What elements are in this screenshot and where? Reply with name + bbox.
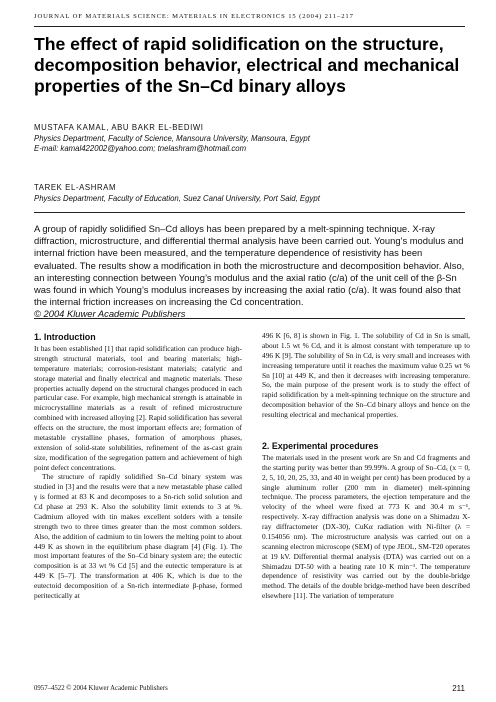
author-block-2 bbox=[34, 183, 320, 204]
paragraph: The materials used in the present work are Sn and Cd fragments and the starting purity was better than 99.99%. A group of Sn–Cdₓ (x = 0, 2, 5, 10, 20, 25, 33, and 40 in weight per cent) has been produced by a single aluminum roller (200 mm in diameter) melt-spinning technique. The process parameters, the ejection temperature and the velocity of the wheel were fixed at 773 K and 30.4 m s⁻¹, respectively. X-ray diffraction analysis was done on a Shimadzu X-ray diffractometer (DX-30), CuKα radiation with Ni-filter (λ = 0.154056 nm). The microstructure analysis was carried out on a scanning electron microscope (SEM) of type JEOL, SM-T20 operates at 19 kV. Differential thermal analysis (DTA) was carried out on a Shimadzu DT-50 with a heating rate 10 K min⁻¹. The temperature dependence of resistivity was carried out by the double-bridge method. The details of the double bridge-method have been described elsewhere [11]. The variation of temperature bbox=[262, 452, 470, 601]
section-spacer bbox=[262, 420, 470, 440]
paragraph: It has been established [1] that rapid solidification can produce high-strength structural materials, tool and bearing materials; high-temperature materials; corrosion-resistant materials; catalytic and storage material and finally electrical and magnetic materials. These properties actually depend on the structural changes produced in each particular case. For example, high mechanical strength is attainable in microcrystalline materials as a result of refined microstructure combined with increased alloying [2]. Rapid solidification has several effects on the structure, the most important effects are; formation of metastable crystalline phases, formation of amorphous phases, extension of solid-state solubilities, refinement of the as-cast grain size, modification of the segregation pattern and achievement of high point defect concentrations. bbox=[34, 344, 242, 472]
column-right bbox=[262, 331, 470, 601]
section-heading: 2. Experimental procedures bbox=[262, 440, 379, 451]
abstract bbox=[34, 223, 465, 321]
running-head: JOURNAL OF MATERIALS SCIENCE: MATERIALS IN ELECTRONICS 15 (2004) 211–217 bbox=[34, 13, 354, 20]
copyright-notice: © 2004 Kluwer Academic Publishers bbox=[34, 308, 186, 320]
header-rule bbox=[34, 26, 465, 27]
abstract-rule-bottom bbox=[34, 318, 465, 319]
author-names: MUSTAFA KAMAL, ABU BAKR EL-BEDIWI bbox=[34, 123, 204, 132]
author-names: TAREK EL-ASHRAM bbox=[34, 183, 117, 192]
paragraph: The structure of rapidly solidified Sn–Cd binary system was studied in [3] and the results were that a new metastable phase called γ is formed at 83 K and decomposes to a Sn-rich solid solution and Cd phase at 293 K. Also the solubility limit extends to 3 at %. Cadmium alloyed with tin makes excellent solders with a tensile strength two to three times greater than the most common solders. Also, the addition of cadmium to tin lowers the melting point to about 449 K as shown in the equilibrium phase diagram [4] (Fig. 1). The most important features of the Sn–Cd binary system are; the eutectic composition is at 33 wt % Cd [5] and the eutectic temperature is at 449 K [5–7]. The transformation at 406 K, which is due to the eutectoid decomposition of a Sn-rich intermediate β-phase, formed peritectically at bbox=[34, 472, 242, 600]
section-heading: 1. Introduction bbox=[34, 332, 96, 342]
paper-page bbox=[34, 0, 470, 702]
paper-title: The effect of rapid solidification on the structure, decomposition behavior, electrical and mechanical properties of the Sn–Cd binary alloys bbox=[34, 34, 460, 96]
page-number: 211 bbox=[452, 684, 465, 693]
footer-copyright: 0957–4522 © 2004 Kluwer Academic Publishers bbox=[34, 685, 168, 692]
abstract-text: A group of rapidly solidified Sn–Cd alloys has been prepared by a melt-spinning technique. X-ray diffraction, microstructure, and differential thermal analysis have been carried out. Young’s modulus and internal friction have been measured, and the temperature dependence of resistivity has been evaluated. The results show a modification in both the microstructure and decomposition behavior. Also, an interesting connection between Young’s modulus and the axial ratio (c/a) of the unit cell of the β-Sn was found in which Young’s modulus increases by increasing the axial ratio (c/a). It was found also that the internal friction increases on increasing the Cd concentration. bbox=[34, 223, 465, 308]
author-affiliation: Physics Department, Faculty of Science, Mansoura University, Mansoura, Egypt bbox=[34, 133, 310, 143]
author-block-1 bbox=[34, 123, 310, 155]
author-affiliation: Physics Department, Faculty of Education, Suez Canal University, Port Said, Egypt bbox=[34, 193, 320, 203]
abstract-rule-top bbox=[34, 212, 465, 213]
paragraph: 496 K [6, 8] is shown in Fig. 1. The solubility of Cd in Sn is small, about 1.5 wt % Cd, and it is almost constant with temperature up to 496 K [9]. The solubility of Sn in Cd, is very small and increases with increasing temperature until it reaches the maximum value 0.25 wt % Sn [10] at 449 K, and then it decreases with increasing temperature. So, the main purpose of the present work is to study the effect of rapid solidification by a melt-spinning technique on the structure and decomposition behavior of the Sn–Cd binary alloys and hence on the resulting electrical and mechanical properties. bbox=[262, 331, 470, 419]
author-email: E-mail: kamal422002@yahoo.com; tnelashram@hotmail.com bbox=[34, 144, 247, 153]
column-left bbox=[34, 331, 242, 601]
